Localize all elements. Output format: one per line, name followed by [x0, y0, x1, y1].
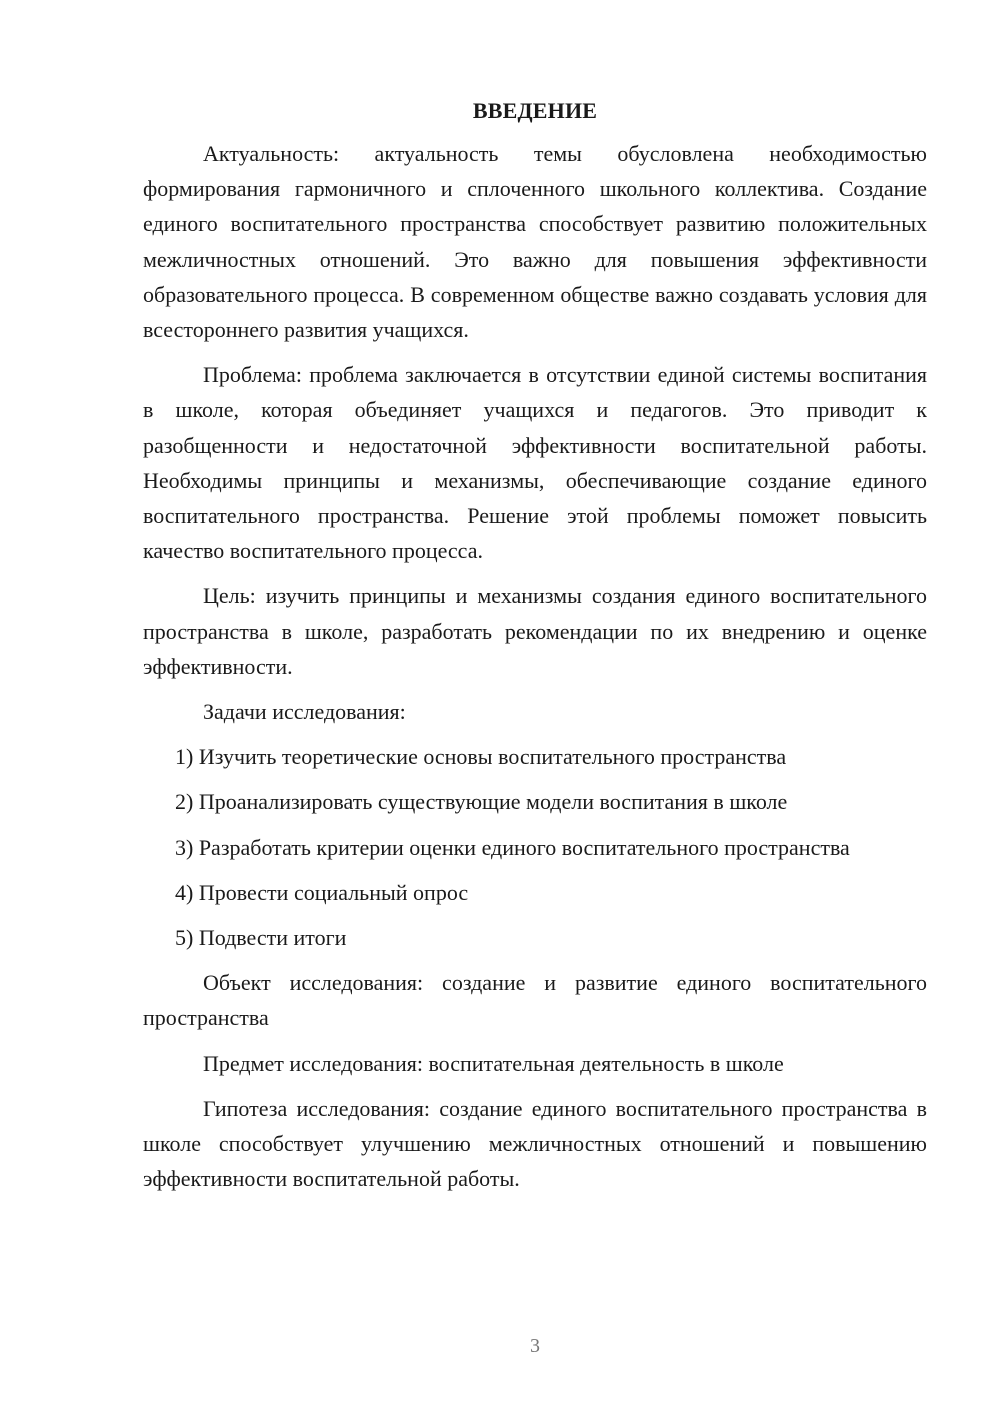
task-item: 1) Изучить теоретические основы воспитательного пространства — [175, 744, 787, 770]
task-item: 3) Разработать критерии оценки единого воспитательного пространства — [175, 834, 850, 860]
tasks-title: Задачи исследования: — [203, 699, 406, 725]
relevance-paragraph: Актуальность: актуальность темы обусловлена необходимостью формирования гармоничного и сплоченного школьного коллектива. Создание единого воспитательного пространства способствует развитию положительных межличностных отношений. Это важно для повышения эффективности образовательного процесса. В современном обществе важно создавать условия для всестороннего развития учащихся. — [143, 141, 927, 343]
hypothesis-paragraph: Гипотеза исследования: создание единого воспитательного пространства в школе способствует улучшению межличностных отношений и повышению эффективности воспитательной работы. — [143, 1095, 927, 1192]
task-item: 2) Проанализировать существующие модели воспитания в школе — [175, 789, 788, 815]
problem-paragraph: Проблема: проблема заключается в отсутствии единой системы воспитания в школе, которая объединяет учащихся и педагогов. Это приводит к разобщенности и недостаточной эффективности воспитательной работы. Необходимы принципы и механизмы, обеспечивающие создание единого воспитательного пространства. Решение этой проблемы поможет повысить качество воспитательного процесса. — [143, 362, 927, 564]
page-number: 3 — [530, 1335, 540, 1357]
goal-paragraph: Цель: изучить принципы и механизмы создания единого воспитательного пространства в школе, разработать рекомендации по их внедрению и оценке эффективности. — [143, 583, 927, 679]
task-item: 4) Провести социальный опрос — [175, 879, 469, 905]
page-content — [143, 96, 927, 1206]
section-heading: ВВЕДЕНИЕ — [472, 98, 598, 123]
subject-paragraph: Предмет исследования: воспитательная деятельность в школе — [203, 1050, 784, 1076]
task-item: 5) Подвести итоги — [175, 925, 347, 951]
object-paragraph: Объект исследования: создание и развитие единого воспитательного пространства — [143, 970, 927, 1031]
